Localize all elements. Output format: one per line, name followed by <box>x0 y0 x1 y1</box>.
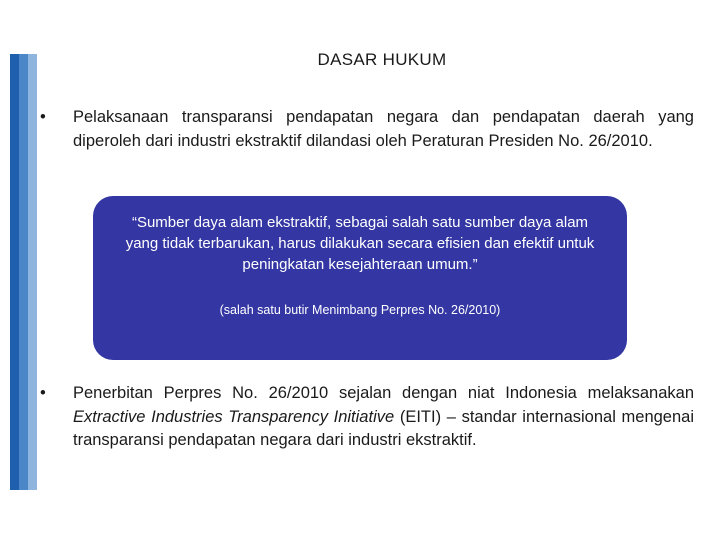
accent-bar <box>10 54 37 490</box>
bullet-text-part: Penerbitan Perpres No. 26/2010 sejalan dengan niat Indonesia melaksanakan <box>73 384 694 402</box>
bullet-text <box>73 382 694 453</box>
quote-text: “Sumber daya alam ekstraktif, sebagai salah satu sumber daya alam yang tidak terbarukan, harus dilakukan secara efisien dan efektif untuk peningkatan kesejahteraan umum.” <box>125 214 595 273</box>
bullet-text: Pelaksanaan transparansi pendapatan negara dan pendapatan daerah yang diperoleh dari industri ekstraktif dilandasi oleh Peraturan Presiden No. 26/2010. <box>73 108 694 150</box>
quote-box <box>93 196 627 360</box>
quote-source: (salah satu butir Menimbang Perpres No. 26/2010) <box>219 303 501 317</box>
bullet-marker: • <box>40 384 46 402</box>
bullet-item-1 <box>40 106 694 153</box>
bullet-text-part: (EITI) – standar internasional mengenai transparansi pendapatan negara dari industri ekstraktif. <box>73 407 694 449</box>
bullet-text-italic: Extractive Industries Transparency Initiative <box>73 407 395 426</box>
slide-title: DASAR HUKUM <box>317 50 447 69</box>
bullet-item-2 <box>40 382 694 453</box>
bullet-marker: • <box>40 108 46 126</box>
